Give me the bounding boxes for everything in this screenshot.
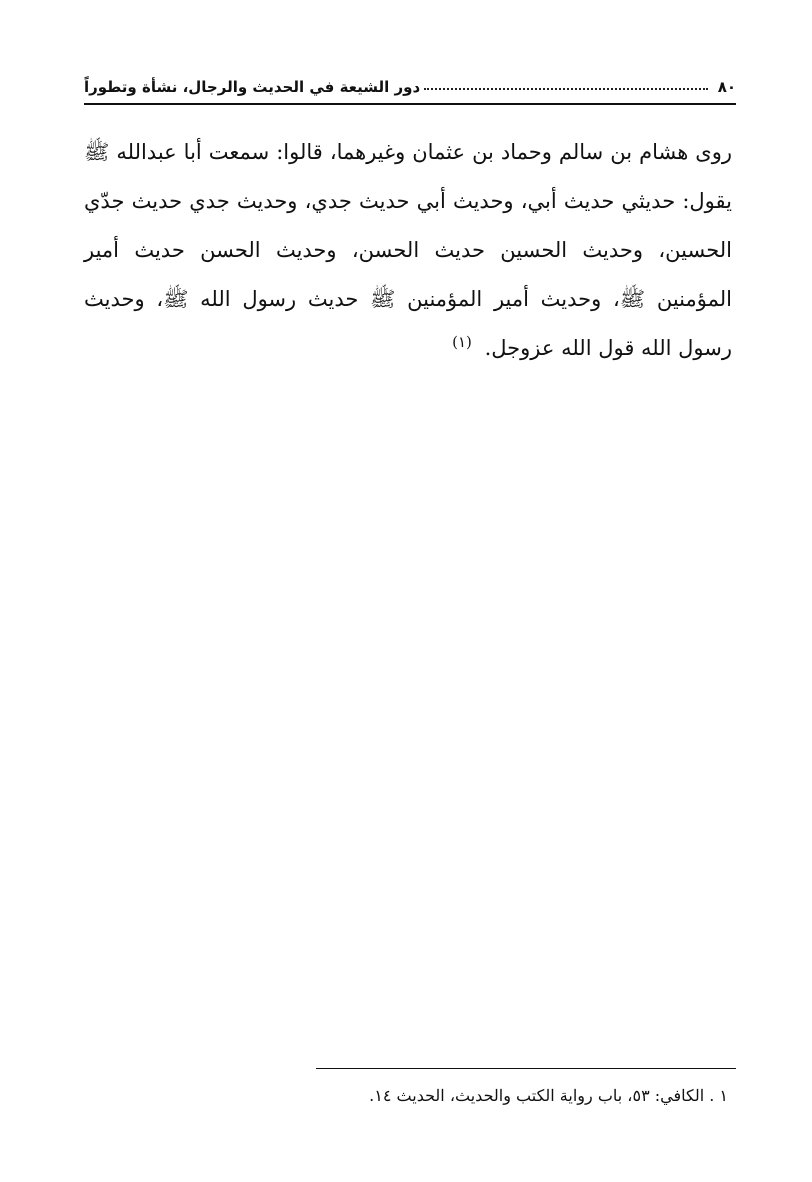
footnote-text: ١ . الكافي: ٥٣، باب رواية الكتب والحديث، الحديث ١٤.	[369, 1086, 728, 1105]
header-rule	[84, 103, 736, 105]
paragraph-text: روى هشام بن سالم وحماد بن عثمان وغيرهما، قالوا: سمعت أبا عبدالله ﷺ يقول: حديثي حديث أبي، وحديث أبي حديث جدي، وحديث جدي حديث جدّي الحسين، وحديث الحسين حديث الحسن، وحديث الحسن حديث أمير المؤمنين ﷺ، وحديث أمير المؤمنين ﷺ حديث رسول الله ﷺ، وحديث رسول الله قول الله عزوجل.	[84, 140, 732, 360]
running-header	[84, 66, 736, 96]
body-paragraph	[84, 128, 732, 373]
footnote-reference[interactable]: (١)	[452, 333, 472, 351]
header-leader-dots	[424, 88, 707, 90]
body-text	[84, 128, 732, 373]
page-number: ٨٠	[717, 78, 736, 96]
footnote	[84, 1084, 728, 1108]
running-title: دور الشيعة في الحديث والرجال، نشأة وتطوراً	[84, 78, 421, 96]
footnote-rule	[316, 1068, 736, 1069]
